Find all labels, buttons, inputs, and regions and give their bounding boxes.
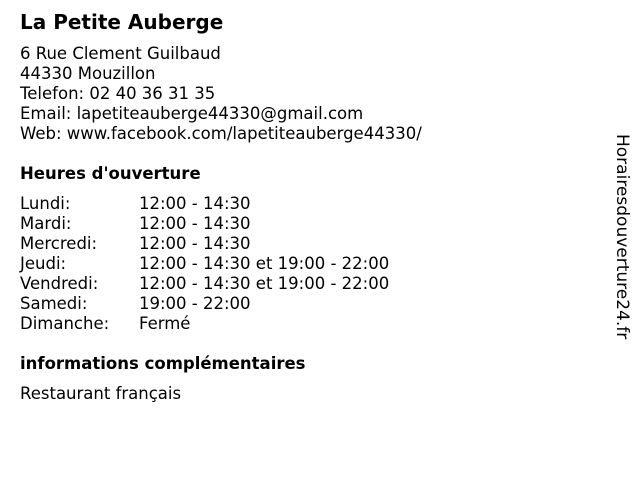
phone-line: Telefon: 02 40 36 31 35 xyxy=(20,84,216,103)
address-line-city: 44330 Mouzillon xyxy=(20,64,156,83)
contact-block xyxy=(20,44,422,144)
address-line-street: 6 Rue Clement Guilbaud xyxy=(20,44,221,63)
day-label: Mercredi: xyxy=(20,234,98,253)
info-text: Restaurant français xyxy=(20,384,182,403)
email-line: Email: lapetiteauberge44330@gmail.com xyxy=(20,104,364,123)
time-value: 12:00 - 14:30 xyxy=(139,234,251,253)
time-value: 19:00 - 22:00 xyxy=(139,294,251,313)
day-label: Vendredi: xyxy=(20,274,99,293)
hours-row-thursday xyxy=(20,254,389,274)
hours-row-monday xyxy=(20,194,389,214)
site-watermark: Horairesdouverture24.fr xyxy=(612,134,632,340)
restaurant-name: La Petite Auberge xyxy=(20,10,224,34)
time-value: 12:00 - 14:30 et 19:00 - 22:00 xyxy=(139,274,390,293)
hours-table xyxy=(20,194,389,334)
day-label: Mardi: xyxy=(20,214,72,233)
day-label: Jeudi: xyxy=(20,254,67,273)
time-value: Fermé xyxy=(139,314,191,333)
hours-row-tuesday xyxy=(20,214,389,234)
day-label: Samedi: xyxy=(20,294,88,313)
hours-row-friday xyxy=(20,274,389,294)
hours-row-sunday xyxy=(20,314,389,334)
time-value: 12:00 - 14:30 xyxy=(139,194,251,213)
web-line: Web: www.facebook.com/lapetiteauberge44330/ xyxy=(20,124,422,143)
day-label: Lundi: xyxy=(20,194,71,213)
day-label: Dimanche: xyxy=(20,314,110,333)
hours-row-wednesday xyxy=(20,234,389,254)
time-value: 12:00 - 14:30 xyxy=(139,214,251,233)
hours-heading: Heures d'ouverture xyxy=(20,164,201,183)
time-value: 12:00 - 14:30 et 19:00 - 22:00 xyxy=(139,254,390,273)
info-heading: informations complémentaires xyxy=(20,354,306,373)
hours-row-saturday xyxy=(20,294,389,314)
